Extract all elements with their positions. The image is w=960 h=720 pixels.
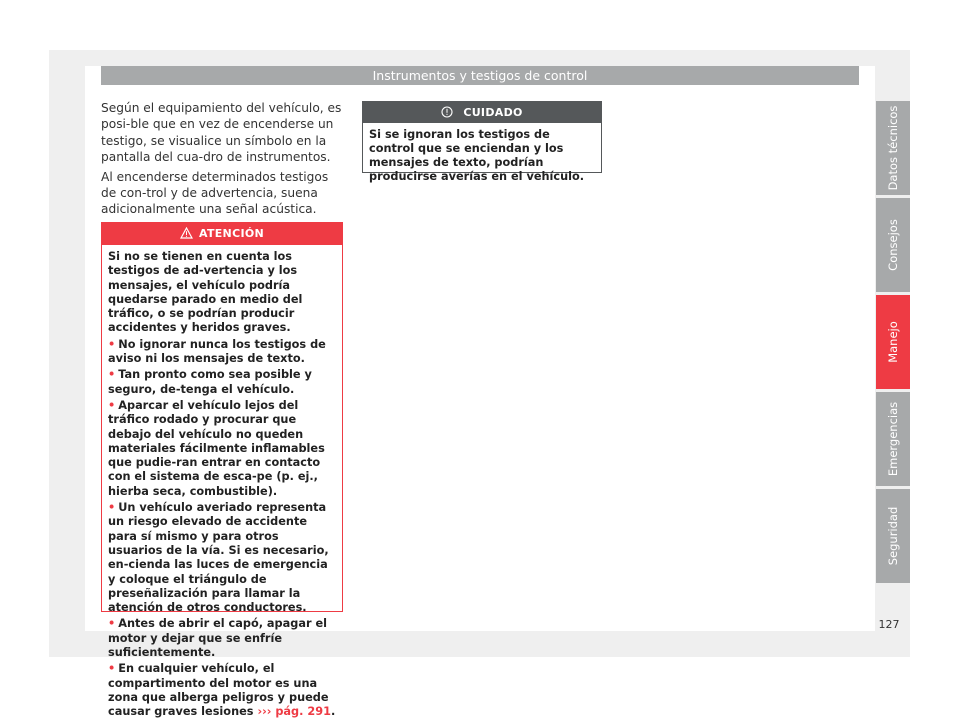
warning-lead: Si no se tienen en cuenta los testigos de ad-vertencia y los mensajes, el vehículo podría quedarse parado en medio del tráfico, o se podrían producir accidentes y heridos graves.: [108, 250, 303, 335]
side-tab-label: Emergencias: [886, 401, 900, 477]
caution-box: [362, 101, 602, 183]
bullet-marker: •: [108, 662, 116, 676]
intro-paragraph: Al encenderse determinados testigos de con-trol y de advertencia, suena adicionalmente una señal acústica.: [101, 169, 329, 217]
side-tab-label: Manejo: [886, 321, 900, 363]
warning-box: [101, 222, 343, 719]
intro-text: [101, 100, 344, 221]
side-tab-label: Datos técnicos: [886, 105, 900, 191]
warning-bullet: • Antes de abrir el capó, apagar el motor y dejar que se enfríe suficientemente.: [108, 617, 328, 660]
side-tab-consejos[interactable]: [876, 198, 910, 292]
side-tab-datos-tecnicos[interactable]: [876, 101, 910, 195]
warning-bullet: • Aparcar el vehículo lejos del tráfico rodado y procurar que debajo del vehículo no queden materiales fácilmente inflamables que pudie-ran entrar en contacto con el sistema de esca-pe (p. ej., hierba seca, combustible).: [108, 398, 325, 498]
page-reference-link[interactable]: ››› pág. 291: [257, 705, 331, 719]
warning-triangle-icon: [180, 227, 193, 239]
bullet-marker: •: [108, 398, 116, 412]
caution-header: [363, 102, 601, 123]
bullet-marker: •: [108, 337, 116, 351]
side-tab-seguridad[interactable]: [876, 489, 910, 583]
caution-text: Si se ignoran los testigos de control que se enciendan y los mensajes de texto, podrían producirse averías en el vehículo.: [369, 128, 585, 183]
warning-bullet: • Tan pronto como sea posible y seguro, de-tenga el vehículo.: [108, 368, 312, 396]
warning-header: [102, 223, 342, 245]
info-circle-icon: [441, 106, 453, 118]
side-tab-emergencias[interactable]: [876, 392, 910, 486]
side-tab-label: Seguridad: [886, 506, 900, 566]
side-tab-label: Consejos: [886, 219, 900, 271]
page-number: 127: [878, 618, 900, 631]
bullet-marker: •: [108, 501, 116, 515]
warning-bullet: • Un vehículo averiado representa un riesgo elevado de accidente para sí mismo y para otros usuarios de la vía. Si es necesario, en-cienda las luces de emergencia y coloque el triángulo de preseñalización para llamar la atención de otros conductores.: [108, 501, 329, 615]
side-tab-manejo[interactable]: [876, 295, 910, 389]
warning-bullet: • No ignorar nunca los testigos de aviso ni los mensajes de texto.: [108, 337, 326, 366]
warning-title: ATENCIÓN: [198, 227, 264, 240]
warning-bullet: • En cualquier vehículo, el compartimento del motor es una zona que alberga peligros y puede causar graves lesiones ››› pág. 291.: [108, 662, 336, 719]
section-header: Instrumentos y testigos de control: [101, 66, 859, 85]
warning-body: [102, 245, 342, 720]
bullet-marker: •: [108, 368, 116, 382]
caution-title: CUIDADO: [463, 106, 523, 119]
intro-paragraph: Según el equipamiento del vehículo, es posi-ble que en vez de encenderse un testigo, se visualice un símbolo en la pantalla del cua-dro de instrumentos.: [101, 101, 342, 165]
bullet-marker: •: [108, 617, 116, 631]
